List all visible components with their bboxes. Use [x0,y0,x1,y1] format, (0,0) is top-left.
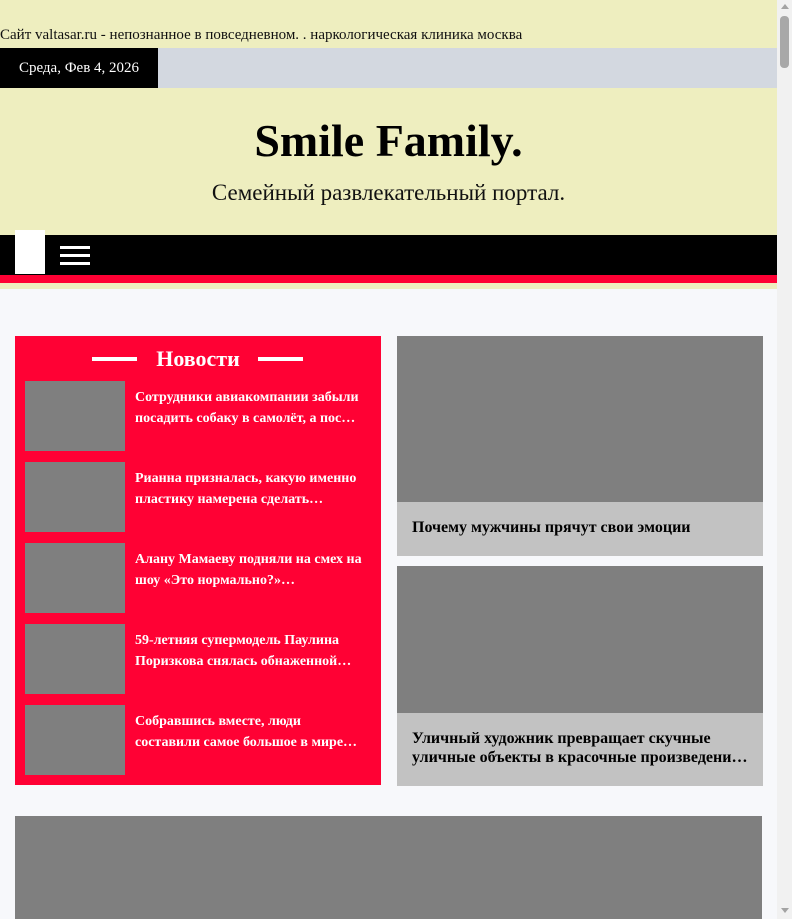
header-divider [0,283,777,289]
news-heading [15,346,381,372]
featured-image[interactable] [397,566,763,713]
current-date: Среда, Фев 4, 2026 [0,48,158,88]
news-item[interactable] [25,462,365,532]
news-item[interactable] [25,624,365,694]
news-title[interactable]: Собравшись вместе, люди составили самое большое в мире… [135,714,358,750]
site-tagline: Семейный развлекательный портал. [211,180,566,205]
scroll-down-arrow-icon[interactable] [781,908,789,913]
news-thumbnail[interactable] [25,381,125,451]
featured-card[interactable] [397,336,763,556]
news-thumbnail[interactable] [25,543,125,613]
vertical-scrollbar[interactable] [777,0,792,919]
home-icon[interactable] [15,230,45,274]
heading-bar-left [92,357,137,361]
news-thumbnail[interactable] [25,705,125,775]
accent-divider [0,275,777,283]
news-title[interactable]: 59-летняя супермодель Паулина Поризкова снялась обнаженной… [135,633,352,669]
news-thumbnail[interactable] [25,462,125,532]
main-navigation [0,235,777,275]
news-item[interactable] [25,381,365,451]
featured-title[interactable]: Почему мужчины прячут свои эмоции [412,519,691,536]
scroll-up-arrow-icon[interactable] [781,4,789,9]
date-bar [0,48,777,88]
news-thumbnail[interactable] [25,624,125,694]
news-panel [15,336,381,785]
news-item[interactable] [25,543,365,613]
site-header [0,88,777,235]
site-title[interactable]: Smile Family. [254,115,523,166]
large-article-image[interactable] [15,816,762,919]
news-item[interactable] [25,705,365,775]
featured-card[interactable] [397,566,763,786]
featured-image[interactable] [397,336,763,502]
announcement-text[interactable]: Сайт valtasar.ru - непознанное в повседневном. . наркологическая клиника москва [0,27,523,43]
top-announcement-bar [0,0,777,48]
scroll-thumb[interactable] [780,16,789,68]
news-heading-label: Новости [156,346,240,371]
featured-title[interactable]: Уличный художник превращает скучные уличные объекты в красочные произведени… [412,730,748,766]
hamburger-menu-icon[interactable] [60,246,90,266]
news-title[interactable]: Рианна призналась, какую именно пластику намерена сделать… [135,471,357,507]
news-title[interactable]: Алану Мамаеву подняли на смех на шоу «Это нормально?»… [135,552,362,588]
heading-bar-right [258,357,303,361]
news-title[interactable]: Сотрудники авиакомпании забыли посадить собаку в самолёт, а пос… [135,390,359,426]
